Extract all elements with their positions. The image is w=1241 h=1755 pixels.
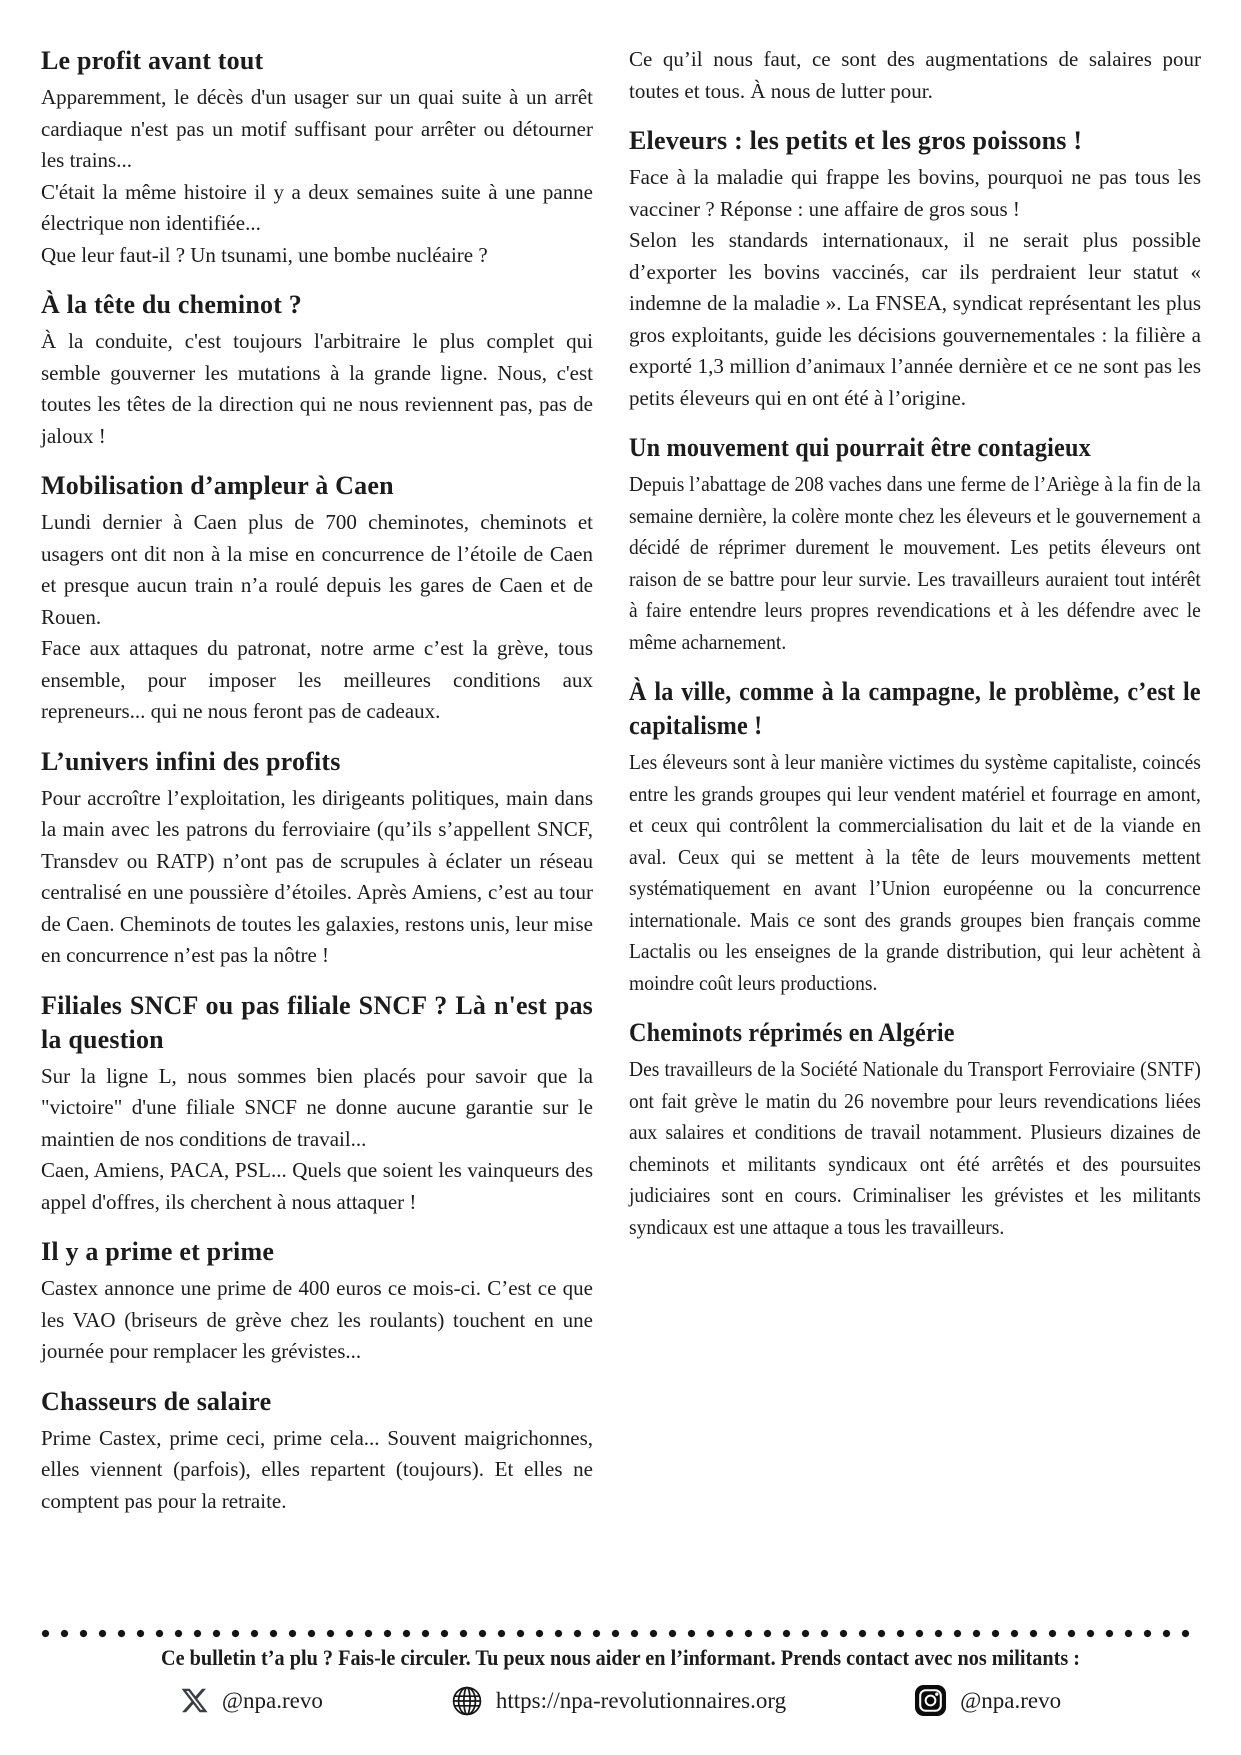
section-heading: L’univers infini des profits (41, 746, 341, 776)
intro-paragraph: Ce qu’il nous faut, ce sont des augmentations de salaires pour toutes et tous. À nous de lutter pour. (629, 47, 1201, 103)
social-website (451, 1685, 786, 1717)
section-heading: Le profit avant tout (41, 46, 264, 75)
paragraph: Apparemment, le décès d'un usager sur un quai suite à un arrêt cardiaque n'est pas un motif suffisant pour arrêter ou détourner les trains... (41, 85, 593, 172)
paragraph: Sur la ligne L, nous sommes bien placés pour savoir que la "victoire" d'une filiale SNCF ne donne aucune garantie sur le maintien de nos conditions de travail... (41, 1063, 593, 1151)
left-column (41, 44, 593, 1517)
paragraph: Caen, Amiens, PACA, PSL... Quels que soient les vainqueurs des appel d'offres, ils cherchent à nous attaquer ! (41, 1158, 593, 1214)
footer-message (41, 1644, 1200, 1672)
paragraph: Selon les standards internationaux, il ne serait plus possible d’exporter les bovins vaccinés, car ils perdraient leur statut « indemne de la maladie ». La FNSEA, syndicat représentant les plus gros exploitants, guide les décisions gouvernementales : la filière a exporté 1,3 million d’animaux l’année dernière et ce ne sont pas les petits éleveurs qui en ont été à l’origine. (629, 228, 1201, 410)
section-filiales-sncf (41, 989, 593, 1219)
paragraph: Face à la maladie qui frappe les bovins, pourquoi ne pas tous les vacciner ? Réponse : une affaire de gros sous ! (629, 165, 1201, 221)
social-label: @npa.revo (960, 1687, 1062, 1713)
globe-icon (451, 1685, 483, 1717)
section-il-y-a-prime-et-prime (41, 1235, 593, 1368)
section-heading: Mobilisation d’ampleur à Caen (41, 471, 394, 500)
section-ville-campagne-capitalisme (629, 675, 1201, 999)
paragraph: Que leur faut-il ? Un tsunami, une bombe nucléaire ? (41, 242, 488, 267)
section-chasseurs-de-salaire (41, 1385, 593, 1518)
paragraph: C'était la même histoire il y a deux semaines suite à une panne électrique non identifiée... (41, 179, 593, 235)
page-columns (41, 44, 1201, 1517)
section-heading: Un mouvement qui pourrait être contagieux (629, 433, 1091, 462)
footer (41, 1629, 1200, 1717)
section-heading: À la ville, comme à la campagne, le problème, c’est le capitalisme ! (629, 677, 1201, 740)
paragraph: À la conduite, c'est toujours l'arbitraire le plus complet qui semble gouverner les mutations à la grande ligne. Nous, c'est toutes les têtes de la direction qui ne nous reviennent pas, pas de jaloux ! (41, 329, 593, 448)
social-label: https://npa-revolutionnaires.org (495, 1687, 787, 1713)
dotted-divider (41, 1629, 1200, 1638)
social-links-row (41, 1684, 1200, 1717)
paragraph: Des travailleurs de la Société Nationale du Transport Ferroviaire (SNTF) ont fait grève le matin du 26 novembre pour leurs revendications liées aux salaires et conditions de travail notamment. Plusieurs dizaines de cheminots et militants syndicaux ont été arrêtés et des poursuites judiciaires sont en cours. Criminaliser les grévistes et les militants syndicaux est une attaque a tous les travailleurs. (629, 1057, 1201, 1239)
section-le-profit-avant-tout (41, 44, 593, 271)
section-a-la-tete-du-cheminot (41, 288, 593, 452)
section-heading: Filiales SNCF ou pas filiale SNCF ? Là n'est pas la question (41, 990, 593, 1054)
instagram-icon (914, 1684, 947, 1717)
section-heading: Il y a prime et prime (41, 1237, 275, 1266)
paragraph: Prime Castex, prime ceci, prime cela... Souvent maigrichonnes, elles viennent (parfois), elles repartent (toujours). Et elles ne comptent pas pour la retraite. (41, 1425, 593, 1513)
section-cheminots-algerie (629, 1016, 1201, 1243)
section-mouvement-contagieux (629, 431, 1201, 658)
x-icon (180, 1686, 209, 1715)
right-column (629, 44, 1201, 1517)
section-heading: À la tête du cheminot ? (41, 290, 302, 319)
section-heading: Chasseurs de salaire (41, 1386, 272, 1416)
section-eleveurs (629, 124, 1201, 414)
social-x (180, 1686, 323, 1715)
section-heading: Eleveurs : les petits et les gros poissons ! (629, 126, 1083, 155)
footer-message-text: Ce bulletin t’a plu ? Fais-le circuler. Tu peux nous aider en l’informant. Prends contact avec nos militants : (160, 1645, 1081, 1670)
section-mobilisation-caen (41, 469, 593, 728)
paragraph: Pour accroître l’exploitation, les dirigeants politiques, main dans la main avec les patrons du ferroviaire (qu’ils s’appellent SNCF, Transdev ou RATP) n’ont pas de scrupules à éclater un réseau centralisé en une poussière d’étoiles. Après Amiens, c’est au tour de Caen. Cheminots de toutes les galaxies, restons unis, leur mise en concurrence n’est pas la nôtre ! (41, 785, 593, 967)
paragraph: Lundi dernier à Caen plus de 700 cheminotes, cheminots et usagers ont dit non à la mise en concurrence de l’étoile de Caen et presque aucun train n’a roulé depuis les gares de Caen et de Rouen. (41, 510, 593, 629)
section-heading: Cheminots réprimés en Algérie (629, 1018, 955, 1047)
paragraph: Les éleveurs sont à leur manière victimes du système capitaliste, coincés entre les grands groupes qui leur vendent matériel et fourrage en amont, et ceux qui contrôlent la commercialisation du lait et de la viande en aval. Ceux qui se mettent à la tête de leurs mouvements mettent systématiquement en avant l’Union européenne ou la concurrence internationale. Mais ce sont des grands groupes bien français comme Lactalis ou les enseignes de la grande distribution, qui leur achètent à moindre coût leurs productions. (629, 750, 1201, 995)
paragraph: Castex annonce une prime de 400 euros ce mois-ci. C’est ce que les VAO (briseurs de grève chez les roulants) touchent en une journée pour remplacer les grévistes... (41, 1276, 593, 1363)
section-univers-infini-des-profits (41, 745, 593, 972)
social-instagram (914, 1684, 1061, 1717)
social-label: @npa.revo (221, 1687, 323, 1713)
paragraph: Face aux attaques du patronat, notre arme c’est la grève, tous ensemble, pour imposer les meilleures conditions aux repreneurs... qui ne nous feront pas de cadeaux. (41, 636, 593, 723)
paragraph: Depuis l’abattage de 208 vaches dans une ferme de l’Ariège à la fin de la semaine dernière, la colère monte chez les éleveurs et le gouvernement a décidé de réprimer durement le mouvement. Les petits éleveurs ont raison de se battre pour leur survie. Les travailleurs auraient tout intérêt à faire entendre leurs propres revendications et à les défendre avec le même acharnement. (629, 472, 1201, 654)
